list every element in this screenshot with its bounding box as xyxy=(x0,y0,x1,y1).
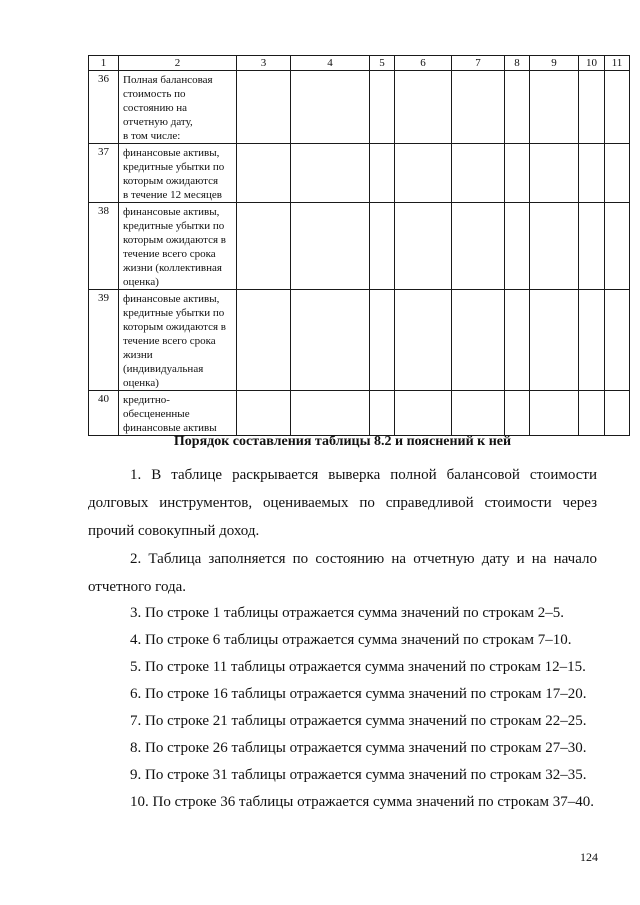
empty-cell xyxy=(395,71,452,144)
page-number: 124 xyxy=(580,850,598,864)
empty-cell xyxy=(291,144,370,203)
empty-cell xyxy=(530,144,579,203)
row-number: 40 xyxy=(89,391,119,436)
row-label: финансовые активы, кредитные убытки по которым ожидаются в течение 12 месяцев xyxy=(119,144,237,203)
row-label: финансовые активы, кредитные убытки по которым ожидаются в течение всего срока жизни (коллективная оценка) xyxy=(119,203,237,290)
empty-cell xyxy=(452,71,505,144)
empty-cell xyxy=(579,290,605,391)
paragraph-5: 5. По строке 11 таблицы отражается сумма значений по строкам 12–15. xyxy=(130,659,586,675)
paragraph-7: 7. По строке 21 таблицы отражается сумма значений по строкам 22–25. xyxy=(130,713,587,729)
col-header: 6 xyxy=(395,56,452,71)
empty-cell xyxy=(605,203,630,290)
col-header: 2 xyxy=(119,56,237,71)
row-label: финансовые активы, кредитные убытки по которым ожидаются в течение всего срока жизни (индивидуальная оценка) xyxy=(119,290,237,391)
empty-cell xyxy=(291,71,370,144)
empty-cell xyxy=(237,144,291,203)
empty-cell xyxy=(291,203,370,290)
empty-cell xyxy=(370,290,395,391)
empty-cell xyxy=(452,203,505,290)
empty-cell xyxy=(370,203,395,290)
paragraph-1: 1. В таблице раскрывается выверка полной балансовой стоимости долговых инструментов, оцениваемых по справедливой стоимости через прочий совокупный доход. xyxy=(88,467,597,539)
row-number: 37 xyxy=(89,144,119,203)
table-row xyxy=(89,144,630,203)
empty-cell xyxy=(530,391,579,436)
table-row xyxy=(89,71,630,144)
empty-cell xyxy=(370,71,395,144)
empty-cell xyxy=(579,144,605,203)
col-header: 8 xyxy=(505,56,530,71)
empty-cell xyxy=(452,144,505,203)
empty-cell xyxy=(395,391,452,436)
empty-cell xyxy=(505,391,530,436)
empty-cell xyxy=(530,290,579,391)
col-header: 9 xyxy=(530,56,579,71)
col-header: 1 xyxy=(89,56,119,71)
empty-cell xyxy=(605,391,630,436)
paragraph-6: 6. По строке 16 таблицы отражается сумма значений по строкам 17–20. xyxy=(130,686,587,702)
empty-cell xyxy=(505,203,530,290)
empty-cell xyxy=(505,290,530,391)
empty-cell xyxy=(505,71,530,144)
paragraph-10: 10. По строке 36 таблицы отражается сумма значений по строкам 37–40. xyxy=(130,794,594,810)
empty-cell xyxy=(530,203,579,290)
col-header: 5 xyxy=(370,56,395,71)
empty-cell xyxy=(395,203,452,290)
row-number: 38 xyxy=(89,203,119,290)
empty-cell xyxy=(605,71,630,144)
empty-cell xyxy=(605,144,630,203)
paragraph-9: 9. По строке 31 таблицы отражается сумма значений по строкам 32–35. xyxy=(130,767,587,783)
empty-cell xyxy=(237,71,291,144)
empty-cell xyxy=(452,391,505,436)
empty-cell xyxy=(291,391,370,436)
row-number: 36 xyxy=(89,71,119,144)
paragraph-8: 8. По строке 26 таблицы отражается сумма значений по строкам 27–30. xyxy=(130,740,587,756)
empty-cell xyxy=(505,144,530,203)
empty-cell xyxy=(530,71,579,144)
empty-cell xyxy=(237,290,291,391)
empty-cell xyxy=(579,391,605,436)
paragraph-2: 2. Таблица заполняется по состоянию на отчетную дату и на начало отчетного года. xyxy=(88,551,597,595)
col-header: 7 xyxy=(452,56,505,71)
table-row xyxy=(89,203,630,290)
table-header-row xyxy=(89,56,630,71)
empty-cell xyxy=(579,71,605,144)
paragraph-4: 4. По строке 6 таблицы отражается сумма значений по строкам 7–10. xyxy=(130,632,572,648)
empty-cell xyxy=(395,144,452,203)
col-header: 11 xyxy=(605,56,630,71)
table-row xyxy=(89,290,630,391)
col-header: 10 xyxy=(579,56,605,71)
empty-cell xyxy=(370,391,395,436)
row-number: 39 xyxy=(89,290,119,391)
empty-cell xyxy=(237,203,291,290)
col-header: 4 xyxy=(291,56,370,71)
row-label: кредитно- обесцененные финансовые активы xyxy=(119,391,237,436)
empty-cell xyxy=(370,144,395,203)
col-header: 3 xyxy=(237,56,291,71)
reconciliation-table xyxy=(88,55,630,436)
section-title: Порядок составления таблицы 8.2 и пояснений к ней xyxy=(173,434,512,449)
table-row xyxy=(89,391,630,436)
empty-cell xyxy=(452,290,505,391)
empty-cell xyxy=(579,203,605,290)
row-label: Полная балансовая стоимость по состоянию на отчетную дату, в том числе: xyxy=(119,71,237,144)
empty-cell xyxy=(395,290,452,391)
empty-cell xyxy=(605,290,630,391)
empty-cell xyxy=(291,290,370,391)
empty-cell xyxy=(237,391,291,436)
paragraph-3: 3. По строке 1 таблицы отражается сумма значений по строкам 2–5. xyxy=(130,605,564,621)
